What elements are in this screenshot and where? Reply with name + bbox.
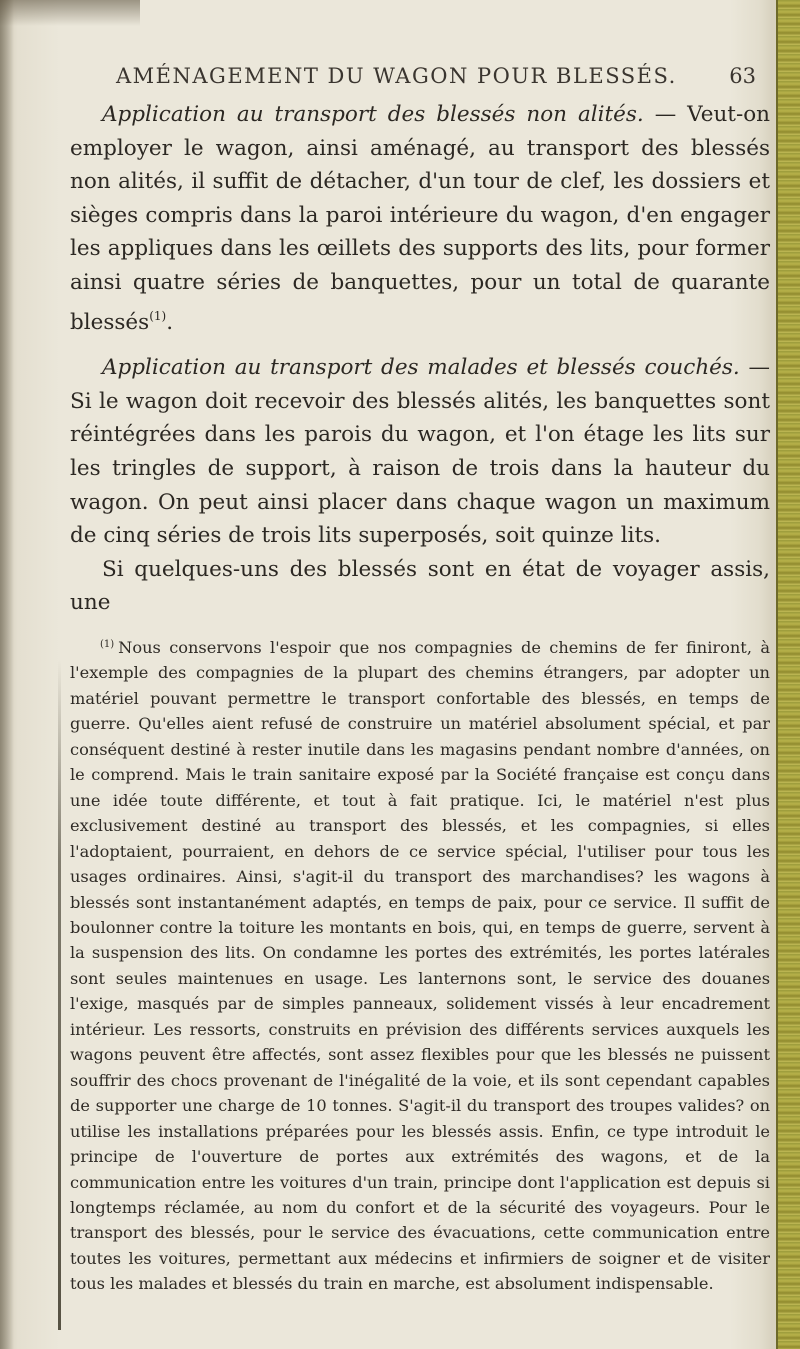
paragraph	[70, 553, 770, 620]
section-run-in-heading: Application au transport des blessés non alités.	[102, 102, 644, 127]
gutter-shadow	[0, 0, 14, 1349]
main-text	[70, 98, 770, 620]
paragraph	[70, 351, 770, 553]
section-run-in-heading: Application au transport des malades et blessés couchés.	[102, 355, 740, 381]
footnote	[70, 632, 770, 1297]
paragraph-text-end: .	[166, 309, 174, 335]
page-number: 63	[729, 64, 756, 88]
binding-edge	[58, 660, 61, 1330]
footnote-mark: (1)	[100, 639, 115, 650]
paragraph-text: — Veut-on employer le wagon, ainsi aménagé, au transport des blessés non alités, il suffit de détacher, d'un tour de clef, les dossiers et sièges compris dans la paroi intérieure du wagon, d'en engager les appliques dans les œillets des supports des lits, pour former ainsi quatre séries de banquettes, pour un total de quarante blessés	[70, 102, 770, 335]
running-title: AMÉNAGEMENT DU WAGON POUR BLESSÉS.	[116, 64, 677, 88]
footnote-reference[interactable]: (1)	[149, 308, 167, 323]
running-header	[116, 64, 756, 90]
paragraph	[70, 98, 770, 339]
page-edge-strip	[776, 0, 800, 1349]
paragraph-text: Si quelques-uns des blessés sont en état de voyager assis, une	[70, 556, 770, 616]
footnote-text: Nous conservons l'espoir que nos compagnies de chemins de fer finiront, à l'exemple des compagnies de la plupart des chemins étrangers, par adopter un matériel pouvant permettre le transport confortable des blessés, en temps de guerre. Qu'elles aient refusé de construire un matériel absolument spécial, et par conséquent destiné à rester inutile dans les magasins pendant nombre d'années, on le comprend. Mais le train sanitaire exposé par la Société française est conçu dans une idée toute différente, et tout à fait pratique. Ici, le matériel n'est plus exclusivement destiné au transport des blessés, et les compagnies, si elles l'adoptaient, pourraient, en dehors de ce service spécial, l'utiliser pour tous les usages ordinaires. Ainsi, s'agit-il du transport des marchandises? les wagons à blessés sont instantanément adaptés, en temps de paix, pour ce service. Il suffit de boulonner contre la toiture les montants en bois, qui, en temps de guerre, servent à la suspension des lits. On condamne les portes des extrémités, les portes latérales sont seules maintenues en usage. Les lanternons sont, le service des douanes l'exige, masqués par de simples panneaux, solidement vissés à leur encadrement intérieur. Les ressorts, construits en prévision des différents services auxquels les wagons peuvent être affectés, sont assez flexibles pour que les blessés ne puissent souffrir des chocs provenant de l'inégalité de la voie, et ils sont cependant capables de supporter une charge de 10 tonnes. S'agit-il du transport des troupes valides? on utilise les installations préparées pour les blessés assis. Enfin, ce type introduit le principe de l'ouverture de portes aux extrémités des wagons, et de la communication entre les voitures d'un train, principe dont l'application est depuis si longtemps réclamée, au nom du confort et de la sécurité des voyageurs. Pour le transport des blessés, pour le service des évacuations, cette communication entre toutes les voitures, permettant aux médecins et infirmiers de soigner et de visiter tous les malades et blessés du train en marche, est absolument indispensable.	[70, 638, 770, 1294]
scan-smudge	[0, 0, 140, 26]
paragraph-text: — Si le wagon doit recevoir des blessés alités, les banquettes sont réintégrées dans les parois du wagon, et l'on étage les lits sur les tringles de support, à raison de trois dans la hauteur du wagon. On peut ainsi placer dans chaque wagon un maximum de cinq séries de trois lits superposés, soit quinze lits.	[70, 355, 770, 549]
